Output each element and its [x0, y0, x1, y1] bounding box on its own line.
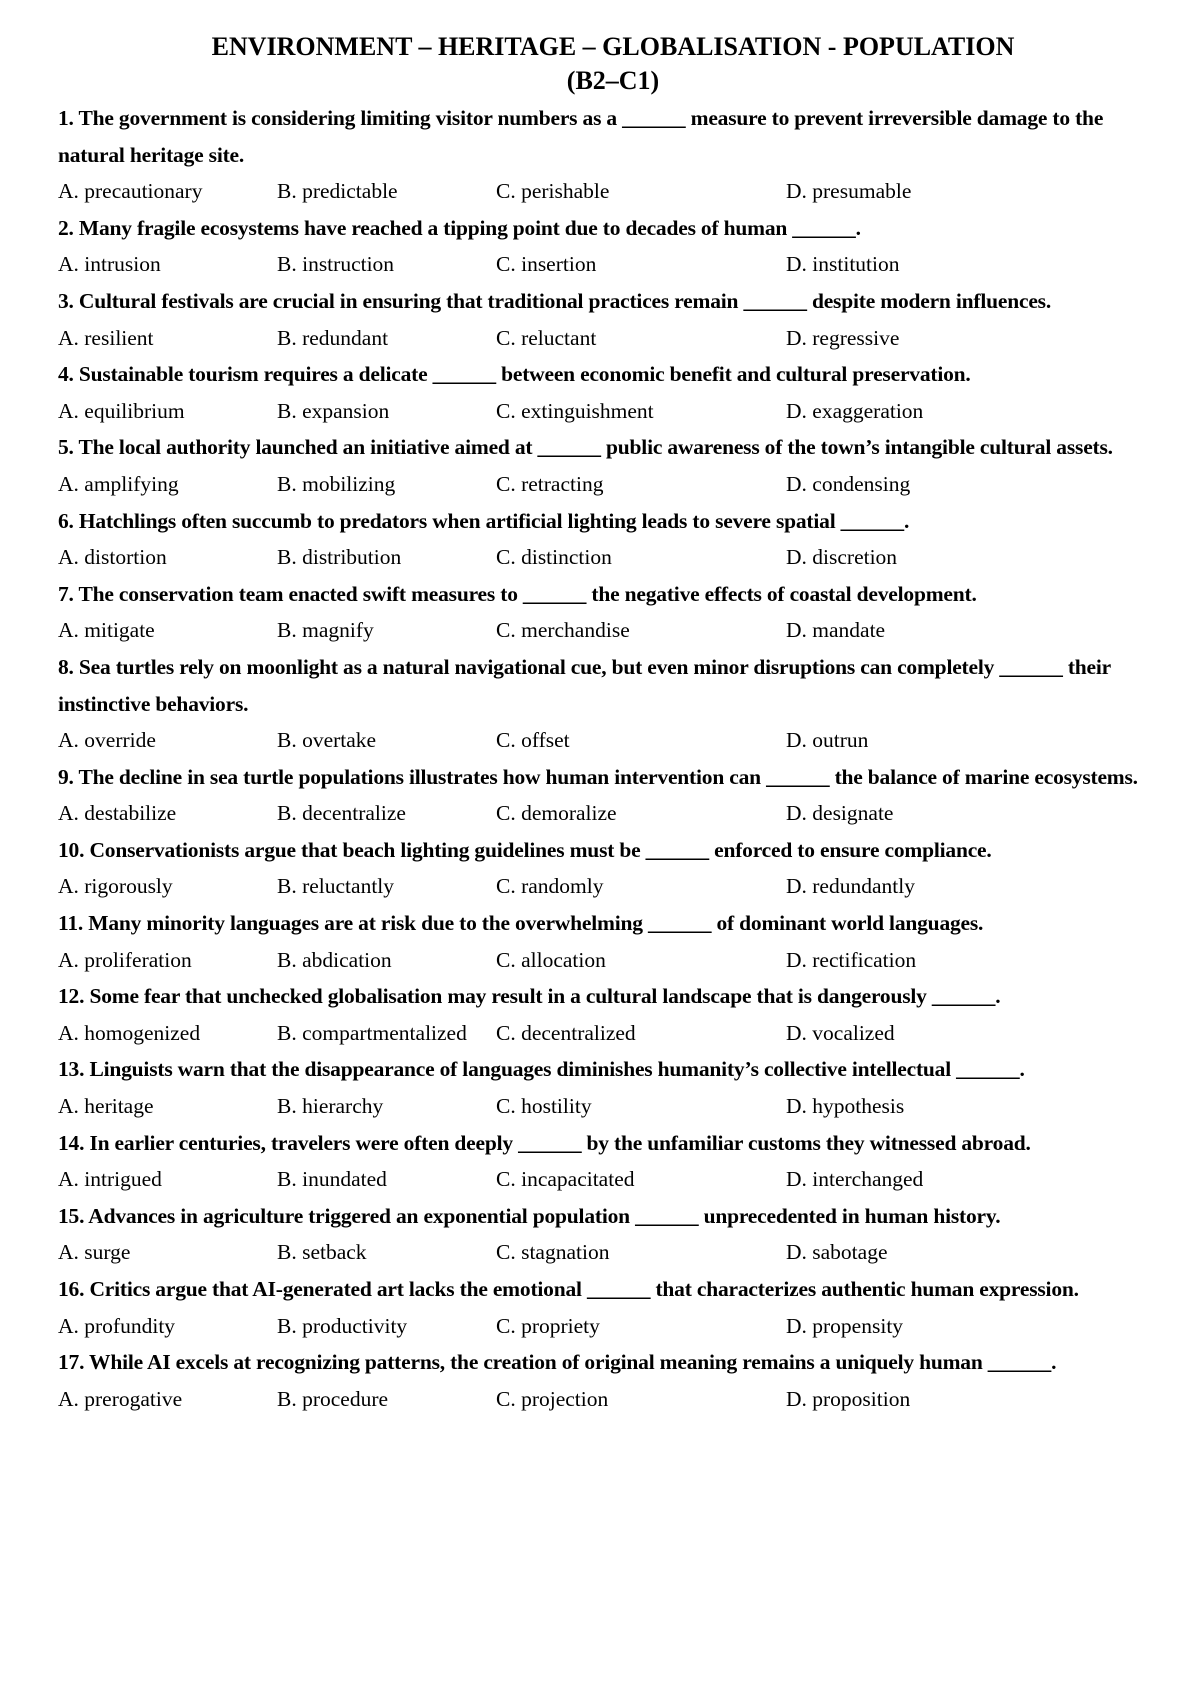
- question-text: 5. The local authority launched an initiative aimed at ______ public awareness of the town’s intangible cultural assets.: [58, 435, 1113, 460]
- answer-options: [58, 1015, 1168, 1052]
- option-b[interactable]: B. decentralize: [277, 801, 406, 826]
- option-a[interactable]: A. prerogative: [58, 1386, 183, 1411]
- question-text: 7. The conservation team enacted swift measures to ______ the negative effects of coastal development.: [58, 581, 977, 606]
- option-b[interactable]: B. expansion: [277, 398, 390, 423]
- question-item: [58, 1198, 1168, 1271]
- option-b[interactable]: B. distribution: [277, 545, 402, 570]
- question-text: 2. Many fragile ecosystems have reached a tipping point due to decades of human ______.: [58, 215, 861, 240]
- option-c[interactable]: C. distinction: [496, 545, 612, 570]
- question-item: [58, 356, 1168, 429]
- option-a[interactable]: A. destabilize: [58, 801, 177, 826]
- option-a[interactable]: A. amplifying: [58, 471, 179, 496]
- question-text: 6. Hatchlings often succumb to predators when artificial lighting leads to severe spatial ______.: [58, 508, 910, 533]
- option-a[interactable]: A. resilient: [58, 325, 154, 350]
- option-c[interactable]: C. insertion: [496, 252, 597, 277]
- option-b[interactable]: B. redundant: [277, 325, 389, 350]
- option-c[interactable]: C. merchandise: [496, 618, 630, 643]
- option-c[interactable]: C. hostility: [496, 1094, 592, 1119]
- option-c[interactable]: C. retracting: [496, 471, 604, 496]
- question-item: [58, 1271, 1168, 1344]
- question-text: 10. Conservationists argue that beach lighting guidelines must be ______ enforced to ensure compliance.: [58, 837, 992, 862]
- answer-options: [58, 1088, 1168, 1125]
- option-d[interactable]: D. propensity: [786, 1313, 904, 1338]
- question-text: 13. Linguists warn that the disappearance of languages diminishes humanity’s collective intellectual ______.: [58, 1057, 1025, 1082]
- question-item: [58, 649, 1168, 759]
- question-item: [58, 503, 1168, 576]
- question-list: [58, 100, 1168, 1417]
- option-a[interactable]: A. override: [58, 728, 156, 753]
- option-b[interactable]: B. compartmentalized: [277, 1020, 467, 1045]
- option-b[interactable]: B. hierarchy: [277, 1094, 384, 1119]
- question-text: 12. Some fear that unchecked globalisation may result in a cultural landscape that is dangerously ______.: [58, 984, 1001, 1009]
- level-subtitle: (B2–C1): [566, 66, 660, 95]
- option-d[interactable]: D. outrun: [786, 728, 869, 753]
- option-c[interactable]: C. demoralize: [496, 801, 617, 826]
- option-a[interactable]: A. distortion: [58, 545, 167, 570]
- option-c[interactable]: C. projection: [496, 1386, 609, 1411]
- question-text: 11. Many minority languages are at risk due to the overwhelming ______ of dominant world languages.: [58, 911, 984, 936]
- option-a[interactable]: A. intrusion: [58, 252, 161, 277]
- answer-options: [58, 393, 1168, 430]
- option-d[interactable]: D. condensing: [786, 471, 911, 496]
- question-text: 9. The decline in sea turtle populations illustrates how human intervention can ______ the balance of marine ecosystems.: [58, 764, 1138, 789]
- question-text: 1. The government is considering limiting visitor numbers as a ______ measure to prevent irreversible damage to the natural heritage site.: [58, 106, 1104, 167]
- question-item: [58, 1344, 1168, 1417]
- answer-options: [58, 466, 1168, 503]
- option-d[interactable]: D. vocalized: [786, 1020, 895, 1045]
- question-item: [58, 978, 1168, 1051]
- question-item: [58, 1125, 1168, 1198]
- option-c[interactable]: C. propriety: [496, 1313, 600, 1338]
- answer-options: [58, 173, 1168, 210]
- option-b[interactable]: B. instruction: [277, 252, 395, 277]
- worksheet-page: [58, 30, 1168, 1417]
- question-text: 15. Advances in agriculture triggered an exponential population ______ unprecedented in human history.: [58, 1203, 1001, 1228]
- option-c[interactable]: C. randomly: [496, 874, 604, 899]
- page-title: ENVIRONMENT – HERITAGE – GLOBALISATION - POPULATION: [211, 32, 1015, 61]
- option-b[interactable]: B. reluctantly: [277, 874, 395, 899]
- option-b[interactable]: B. predictable: [277, 179, 398, 204]
- answer-options: [58, 539, 1168, 576]
- question-item: [58, 832, 1168, 905]
- answer-options: [58, 1161, 1168, 1198]
- answer-options: [58, 722, 1168, 759]
- option-d[interactable]: D. mandate: [786, 618, 886, 643]
- option-d[interactable]: D. interchanged: [786, 1167, 924, 1192]
- option-d[interactable]: D. hypothesis: [786, 1094, 905, 1119]
- question-item: [58, 576, 1168, 649]
- option-d[interactable]: D. regressive: [786, 325, 900, 350]
- option-d[interactable]: D. exaggeration: [786, 398, 924, 423]
- answer-options: [58, 612, 1168, 649]
- answer-options: [58, 1234, 1168, 1271]
- answer-options: [58, 795, 1168, 832]
- option-c[interactable]: C. extinguishment: [496, 398, 654, 423]
- option-d[interactable]: D. discretion: [786, 545, 898, 570]
- option-b[interactable]: B. procedure: [277, 1386, 389, 1411]
- answer-options: [58, 320, 1168, 357]
- option-b[interactable]: B. inundated: [277, 1167, 387, 1192]
- question-text: 14. In earlier centuries, travelers were often deeply ______ by the unfamiliar customs they witnessed abroad.: [58, 1130, 1031, 1155]
- option-c[interactable]: C. decentralized: [496, 1020, 636, 1045]
- option-a[interactable]: A. precautionary: [58, 179, 203, 204]
- option-b[interactable]: B. overtake: [277, 728, 377, 753]
- option-c[interactable]: C. offset: [496, 728, 570, 753]
- option-d[interactable]: D. sabotage: [786, 1240, 888, 1265]
- answer-options: [58, 1308, 1168, 1345]
- option-d[interactable]: D. designate: [786, 801, 894, 826]
- option-b[interactable]: B. magnify: [277, 618, 374, 643]
- option-a[interactable]: A. mitigate: [58, 618, 155, 643]
- option-b[interactable]: B. productivity: [277, 1313, 408, 1338]
- option-c[interactable]: C. perishable: [496, 179, 610, 204]
- option-c[interactable]: C. stagnation: [496, 1240, 610, 1265]
- question-text: 8. Sea turtles rely on moonlight as a natural navigational cue, but even minor disruptions can completely ______ their instinctive behaviors.: [58, 654, 1111, 716]
- option-c[interactable]: C. reluctant: [496, 325, 597, 350]
- option-d[interactable]: D. institution: [786, 252, 900, 277]
- option-b[interactable]: B. abdication: [277, 947, 392, 972]
- question-item: [58, 429, 1168, 502]
- question-item: [58, 283, 1168, 356]
- question-text: 17. While AI excels at recognizing patterns, the creation of original meaning remains a uniquely human ______.: [58, 1350, 1057, 1375]
- option-d[interactable]: D. rectification: [786, 947, 917, 972]
- option-c[interactable]: C. allocation: [496, 947, 606, 972]
- question-text: 16. Critics argue that AI-generated art lacks the emotional ______ that characterizes authentic human expression.: [58, 1277, 1079, 1301]
- question-item: [58, 905, 1168, 978]
- option-a[interactable]: A. rigorously: [58, 874, 173, 899]
- option-d[interactable]: D. presumable: [786, 179, 912, 204]
- option-a[interactable]: A. homogenized: [58, 1020, 201, 1045]
- answer-options: [58, 868, 1168, 905]
- option-a[interactable]: A. equilibrium: [58, 398, 185, 423]
- option-d[interactable]: D. proposition: [786, 1386, 911, 1411]
- answer-options: [58, 942, 1168, 979]
- question-item: [58, 210, 1168, 283]
- question-text: 3. Cultural festivals are crucial in ensuring that traditional practices remain ______ despite modern influences.: [58, 288, 1052, 313]
- option-a[interactable]: A. surge: [58, 1240, 131, 1265]
- option-c[interactable]: C. incapacitated: [496, 1167, 635, 1192]
- question-item: [58, 1051, 1168, 1124]
- question-text: 4. Sustainable tourism requires a delicate ______ between economic benefit and cultural preservation.: [58, 362, 971, 387]
- answer-options: [58, 1381, 1168, 1418]
- option-b[interactable]: B. mobilizing: [277, 471, 396, 496]
- option-a[interactable]: A. proliferation: [58, 947, 192, 972]
- option-a[interactable]: A. intrigued: [58, 1167, 162, 1192]
- option-a[interactable]: A. profundity: [58, 1313, 176, 1338]
- question-item: [58, 759, 1168, 832]
- option-d[interactable]: D. redundantly: [786, 874, 915, 899]
- option-b[interactable]: B. setback: [277, 1240, 367, 1265]
- question-item: [58, 100, 1168, 210]
- option-a[interactable]: A. heritage: [58, 1094, 154, 1119]
- answer-options: [58, 246, 1168, 283]
